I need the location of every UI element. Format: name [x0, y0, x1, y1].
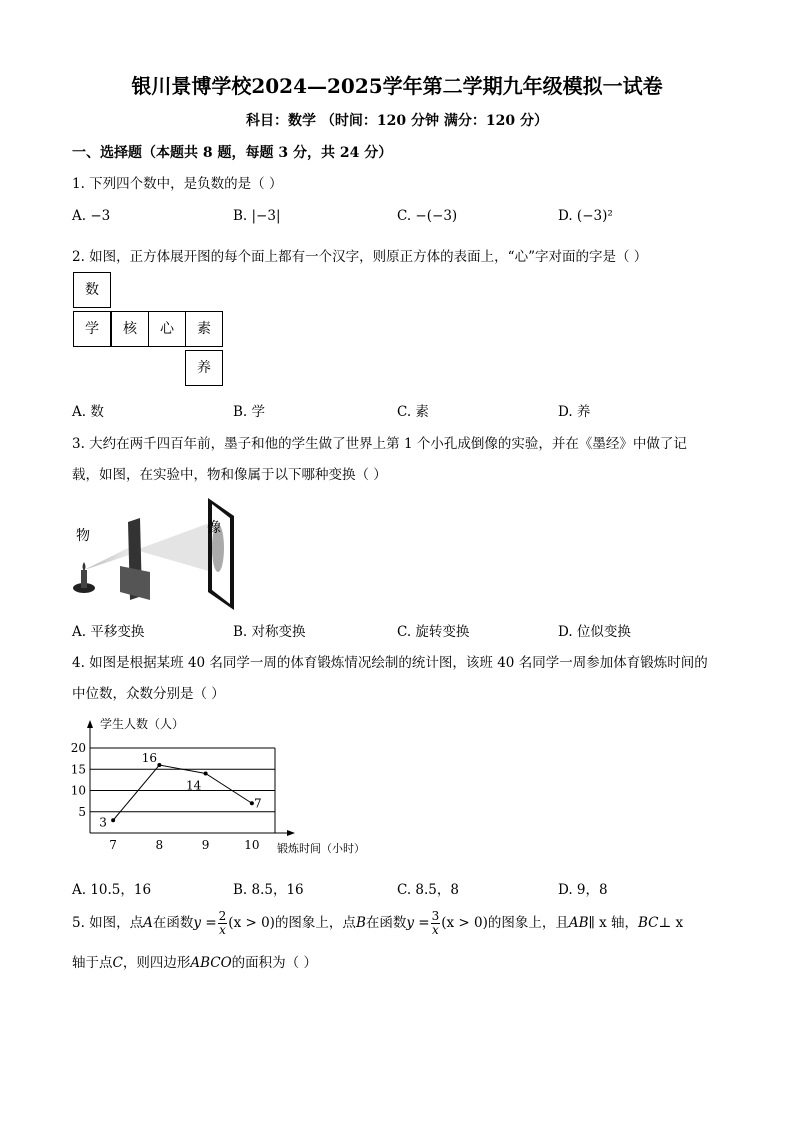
question-3-stem-line2: 载，如图，在实验中，物和像属于以下哪种变换（ ） — [72, 467, 387, 483]
net-cell: 核 — [111, 311, 149, 347]
point-a: A — [143, 915, 153, 931]
question-5-line2 — [72, 951, 317, 971]
q5-text: 的图象上，且 — [487, 915, 569, 931]
q1-option-a: A. −3 — [72, 208, 111, 224]
data-point — [111, 818, 115, 822]
data-point — [157, 763, 161, 767]
q1-option-d: D. (−3)² — [558, 208, 613, 224]
x-tick-label: 9 — [201, 838, 210, 852]
q3-option-b: B. 对称变换 — [233, 624, 306, 640]
x-tick-label: 10 — [244, 838, 260, 852]
exam-subtitle: 科目：数学 （时间：120 分钟 满分：120 分） — [246, 113, 548, 129]
net-cell: 数 — [73, 272, 111, 308]
question-4-stem-line1: 4. 如图是根据某班 40 名同学一周的体育锻炼情况绘制的统计图，该班 40 名同学一周参加体育锻炼时间的 — [72, 655, 708, 671]
question-3-stem-line1: 3. 大约在两千四百年前，墨子和他的学生做了世界上第 1 个小孔成倒像的实验，并在《墨经》中做了记 — [72, 436, 687, 452]
net-cell: 学 — [73, 311, 111, 347]
data-label: 3 — [99, 815, 107, 830]
x-tick-label: 7 — [109, 838, 117, 852]
q5-text: 的图象上，点 — [274, 915, 356, 931]
data-label: 14 — [185, 778, 202, 793]
q4-option-c: C. 8.5，8 — [397, 882, 459, 898]
question-1-stem: 1. 下列四个数中，是负数的是（ ） — [72, 176, 283, 192]
net-cell: 素 — [185, 311, 223, 347]
function-2: y = — [406, 915, 430, 931]
q4-option-a: A. 10.5，16 — [72, 882, 152, 898]
fraction-2 — [431, 910, 441, 937]
quadrilateral-abco: ABCO — [190, 955, 232, 971]
y-tick-label: 5 — [78, 804, 86, 819]
fraction-denominator: x — [432, 923, 439, 937]
light-beam — [136, 522, 212, 572]
page-title: 银川景博学校2024—2025学年第二学期九年级模拟一试卷 — [131, 74, 663, 98]
net-cell: 养 — [185, 350, 223, 386]
q1-option-b: B. |−3| — [233, 208, 281, 224]
perpendicular-relation: ⊥ x — [658, 915, 684, 931]
q2-option-c: C. 素 — [397, 404, 429, 420]
fraction-denominator: x — [219, 923, 226, 937]
question-4-stem-line2: 中位数，众数分别是（ ） — [72, 686, 225, 702]
q5-text: 轴于点 — [72, 955, 113, 971]
y-axis-label: 学生人数（人） — [100, 717, 185, 731]
question-5-line1 — [72, 904, 683, 942]
point-c: C — [112, 955, 123, 971]
board-stand — [120, 566, 150, 600]
fraction-1 — [218, 910, 228, 937]
image-label: 像 — [207, 520, 221, 536]
fraction-numerator: 3 — [431, 909, 440, 923]
segment-bc: BC — [637, 915, 659, 931]
point-b: B — [355, 915, 366, 931]
q5-text: ，则四边形 — [122, 955, 191, 971]
object-label: 物 — [76, 528, 90, 544]
parallel-relation: ∥ x 轴， — [588, 915, 638, 931]
q5-text: 在函数 — [365, 915, 407, 931]
y-axis-arrow — [87, 720, 93, 728]
domain-condition: (x > 0) — [441, 915, 488, 931]
q5-text: 5. 如图，点 — [72, 915, 144, 931]
q2-option-a: A. 数 — [72, 404, 104, 420]
question-2-stem: 2. 如图，正方体展开图的每个面上都有一个汉字，则原正方体的表面上，“心”字对面的字是（ ） — [72, 249, 648, 265]
light-beam — [84, 546, 132, 570]
data-label: 16 — [141, 751, 158, 765]
domain-condition: (x > 0) — [228, 915, 275, 931]
x-axis-arrow — [287, 830, 295, 836]
y-tick-label: 15 — [70, 762, 86, 777]
section-heading: 一、选择题（本题共 8 题，每题 3 分，共 24 分） — [72, 145, 393, 161]
q1-option-c: C. −(−3) — [397, 208, 458, 224]
line-chart — [68, 712, 388, 862]
candle-icon — [81, 570, 87, 588]
data-label: 7 — [254, 796, 262, 811]
q4-option-d: D. 9，8 — [558, 882, 608, 898]
y-tick-label: 10 — [70, 783, 86, 798]
q3-option-c: C. 旋转变换 — [397, 624, 470, 640]
q5-text: 在函数 — [152, 915, 194, 931]
q2-option-b: B. 学 — [233, 404, 266, 420]
q3-option-a: A. 平移变换 — [72, 624, 145, 640]
fraction-numerator: 2 — [218, 909, 227, 923]
q4-option-b: B. 8.5，16 — [233, 882, 304, 898]
net-cell: 心 — [148, 311, 186, 347]
q2-option-d: D. 养 — [558, 404, 591, 420]
segment-ab: AB — [568, 915, 589, 931]
q5-text: 的面积为（ ） — [231, 955, 317, 971]
x-axis-label: 锻炼时间（小时） — [277, 842, 365, 855]
y-tick-label: 20 — [70, 741, 86, 755]
flame-icon — [83, 562, 86, 571]
q3-option-d: D. 位似变换 — [558, 624, 631, 640]
pinhole-camera-figure — [70, 492, 250, 614]
x-tick-label: 8 — [155, 838, 164, 852]
function-1: y = — [193, 915, 217, 931]
data-point — [204, 772, 208, 776]
